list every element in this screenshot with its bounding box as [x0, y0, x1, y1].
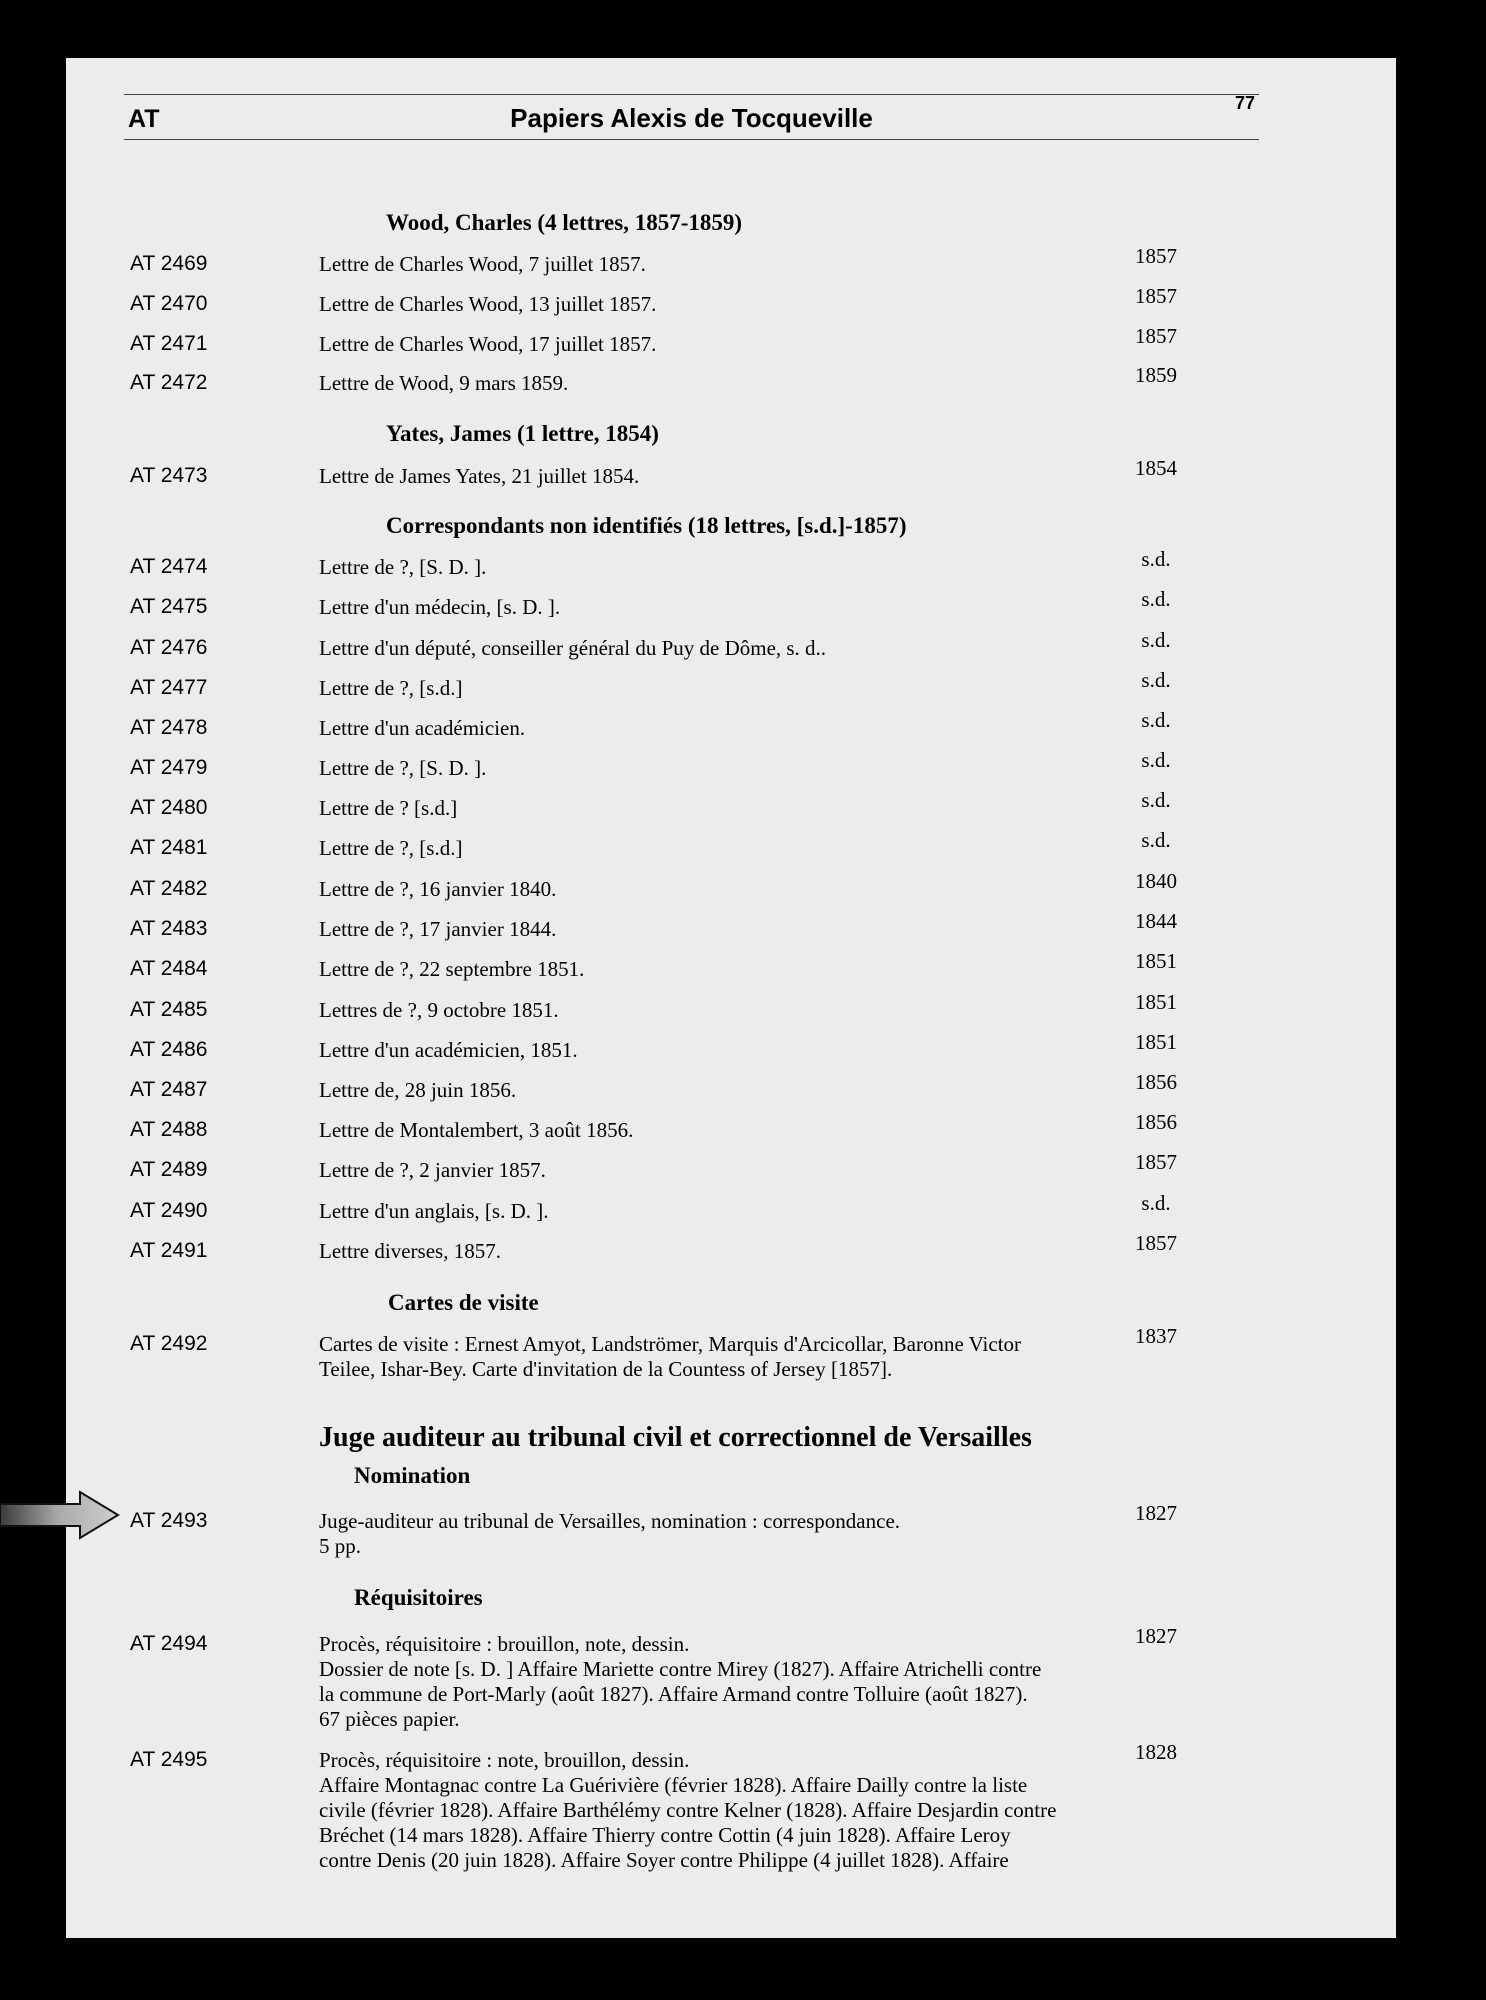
description-line: Cartes de visite : Ernest Amyot, Landströmer, Marquis d'Arcicollar, Baronne Victor: [319, 1332, 1022, 1356]
entry-description: [319, 1158, 1149, 1183]
entry-date: 1840: [1135, 869, 1177, 893]
entry-description: [319, 1038, 1149, 1063]
entry-code: AT 2471: [130, 332, 208, 355]
entry-date: s.d.: [1141, 788, 1171, 812]
entry-code: AT 2488: [130, 1118, 208, 1141]
entry-date: s.d.: [1141, 708, 1171, 732]
description-line: Lettre de ?, 16 janvier 1840.: [319, 877, 557, 901]
entry-description: [319, 1239, 1149, 1264]
entry-description: [319, 676, 1149, 701]
entry-date: 1827: [1135, 1624, 1177, 1648]
description-line: civile (février 1828). Affaire Barthélémy contre Kelner (1828). Affaire Desjardin contre: [319, 1798, 1057, 1822]
entry-code: AT 2473: [130, 464, 208, 487]
entry-code: AT 2469: [130, 252, 208, 275]
entry-code: AT 2479: [130, 756, 208, 779]
description-line: Lettre diverses, 1857.: [319, 1239, 501, 1263]
entry-code: AT 2482: [130, 877, 208, 900]
section-heading: Nomination: [354, 1463, 471, 1488]
entry-code: AT 2483: [130, 917, 208, 940]
entry-date: s.d.: [1141, 1191, 1171, 1215]
entry-description: [319, 1078, 1149, 1103]
entry-description: [319, 1632, 1149, 1732]
description-line: la commune de Port-Marly (août 1827). Affaire Armand contre Tolluire (août 1827).: [319, 1682, 1028, 1706]
entry-code: AT 2492: [130, 1332, 208, 1355]
description-line: Dossier de note [s. D. ] Affaire Mariette contre Mirey (1827). Affaire Atrichelli contre: [319, 1657, 1042, 1681]
description-line: Lettre d'un académicien.: [319, 716, 526, 740]
entry-code: AT 2477: [130, 676, 208, 699]
entry-date: 1854: [1135, 456, 1177, 480]
description-line: 5 pp.: [319, 1534, 361, 1558]
section-heading: Cartes de visite: [388, 1290, 539, 1315]
entry-description: [319, 796, 1149, 821]
description-line: Lettre de James Yates, 21 juillet 1854.: [319, 464, 640, 488]
entry-date: 1837: [1135, 1324, 1177, 1348]
description-line: 67 pièces papier.: [319, 1707, 460, 1731]
entry-description: [319, 292, 1149, 317]
entry-description: [319, 1509, 1149, 1559]
entry-code: AT 2480: [130, 796, 208, 819]
entry-description: [319, 1199, 1149, 1224]
entry-description: [319, 756, 1149, 781]
entry-description: [319, 1332, 1149, 1382]
entry-code: AT 2495: [130, 1748, 208, 1771]
entry-date: s.d.: [1141, 587, 1171, 611]
entry-date: 1827: [1135, 1501, 1177, 1525]
entry-date: s.d.: [1141, 748, 1171, 772]
entry-description: [319, 371, 1149, 396]
header-title: Papiers Alexis de Tocqueville: [510, 103, 873, 133]
document-page: [66, 58, 1396, 1938]
entry-date: s.d.: [1141, 668, 1171, 692]
description-line: Lettre de ?, [s.d.]: [319, 836, 463, 860]
entry-description: [319, 252, 1149, 277]
description-line: Lettre de Charles Wood, 17 juillet 1857.: [319, 332, 657, 356]
description-line: Procès, réquisitoire : brouillon, note, dessin.: [319, 1632, 690, 1656]
entry-date: 1857: [1135, 284, 1177, 308]
entry-code: AT 2494: [130, 1632, 208, 1655]
entry-code: AT 2481: [130, 836, 208, 859]
description-line: Lettre de ?, 2 janvier 1857.: [319, 1158, 546, 1182]
entry-code: AT 2491: [130, 1239, 208, 1262]
entry-code: AT 2475: [130, 595, 208, 618]
entry-description: [319, 636, 1149, 661]
section-heading: Correspondants non identifiés (18 lettres, [s.d.]-1857): [386, 513, 907, 538]
entry-date: s.d.: [1141, 547, 1171, 571]
description-line: Lettre de Montalembert, 3 août 1856.: [319, 1118, 634, 1142]
description-line: Lettre de ?, [S. D. ].: [319, 756, 487, 780]
section-heading: Juge auditeur au tribunal civil et correctionnel de Versailles: [319, 1422, 1032, 1453]
entry-date: 1844: [1135, 909, 1177, 933]
description-line: Lettre d'un anglais, [s. D. ].: [319, 1199, 549, 1223]
entry-date: 1851: [1135, 1030, 1177, 1054]
entry-code: AT 2489: [130, 1158, 208, 1181]
entry-date: 1857: [1135, 324, 1177, 348]
entry-date: 1851: [1135, 990, 1177, 1014]
entry-description: [319, 836, 1149, 861]
entry-date: 1856: [1135, 1110, 1177, 1134]
entry-code: AT 2493: [130, 1509, 208, 1532]
entry-description: [319, 957, 1149, 982]
description-line: Lettre de ? [s.d.]: [319, 796, 458, 820]
pointer-arrow-icon: [0, 1490, 122, 1540]
description-line: Juge-auditeur au tribunal de Versailles, nomination : correspondance.: [319, 1509, 901, 1533]
description-line: Affaire Montagnac contre La Guérivière (février 1828). Affaire Dailly contre la liste: [319, 1773, 1028, 1797]
entry-code: AT 2486: [130, 1038, 208, 1061]
description-line: Lettre de Wood, 9 mars 1859.: [319, 371, 569, 395]
entry-code: AT 2470: [130, 292, 208, 315]
description-line: Lettre de Charles Wood, 13 juillet 1857.: [319, 292, 657, 316]
entry-description: [319, 917, 1149, 942]
description-line: Lettres de ?, 9 octobre 1851.: [319, 998, 559, 1022]
entry-description: [319, 464, 1149, 489]
section-heading: Wood, Charles (4 lettres, 1857-1859): [386, 210, 743, 235]
entry-description: [319, 1118, 1149, 1143]
entry-date: s.d.: [1141, 828, 1171, 852]
entry-description: [319, 877, 1149, 902]
description-line: Lettre d'un député, conseiller général du Puy de Dôme, s. d..: [319, 636, 827, 660]
description-line: Teilee, Ishar-Bey. Carte d'invitation de la Countess of Jersey [1857].: [319, 1357, 893, 1381]
description-line: Lettre de ?, 17 janvier 1844.: [319, 917, 557, 941]
description-line: Lettre de ?, [S. D. ].: [319, 555, 487, 579]
entry-date: 1859: [1135, 363, 1177, 387]
description-line: Bréchet (14 mars 1828). Affaire Thierry contre Cottin (4 juin 1828). Affaire Leroy: [319, 1823, 1011, 1847]
entry-description: [319, 716, 1149, 741]
entry-code: AT 2487: [130, 1078, 208, 1101]
description-line: Lettre de ?, 22 septembre 1851.: [319, 957, 585, 981]
description-line: Procès, réquisitoire : note, brouillon, dessin.: [319, 1748, 690, 1772]
section-heading: Réquisitoires: [354, 1585, 483, 1610]
entry-description: [319, 1748, 1149, 1873]
entry-date: 1857: [1135, 1231, 1177, 1255]
entry-date: 1856: [1135, 1070, 1177, 1094]
entry-code: AT 2490: [130, 1199, 208, 1222]
entry-description: [319, 332, 1149, 357]
entry-description: [319, 998, 1149, 1023]
entry-date: 1857: [1135, 1150, 1177, 1174]
description-line: Lettre de, 28 juin 1856.: [319, 1078, 517, 1102]
entry-code: AT 2478: [130, 716, 208, 739]
description-line: contre Denis (20 juin 1828). Affaire Soyer contre Philippe (4 juillet 1828). Affaire: [319, 1848, 1009, 1872]
entry-description: [319, 595, 1149, 620]
page-header: [124, 94, 1259, 140]
header-code: AT: [128, 105, 160, 133]
page-number: 77: [1234, 93, 1255, 113]
entry-code: AT 2472: [130, 371, 208, 394]
entry-code: AT 2484: [130, 957, 208, 980]
entry-code: AT 2476: [130, 636, 208, 659]
entry-description: [319, 555, 1149, 580]
description-line: Lettre d'un académicien, 1851.: [319, 1038, 578, 1062]
description-line: Lettre de Charles Wood, 7 juillet 1857.: [319, 252, 646, 276]
entry-date: 1828: [1135, 1740, 1177, 1764]
description-line: Lettre d'un médecin, [s. D. ].: [319, 595, 561, 619]
entry-date: 1851: [1135, 949, 1177, 973]
entry-date: s.d.: [1141, 628, 1171, 652]
entry-code: AT 2485: [130, 998, 208, 1021]
section-heading: Yates, James (1 lettre, 1854): [386, 421, 659, 446]
entry-date: 1857: [1135, 244, 1177, 268]
description-line: Lettre de ?, [s.d.]: [319, 676, 463, 700]
entry-code: AT 2474: [130, 555, 208, 578]
